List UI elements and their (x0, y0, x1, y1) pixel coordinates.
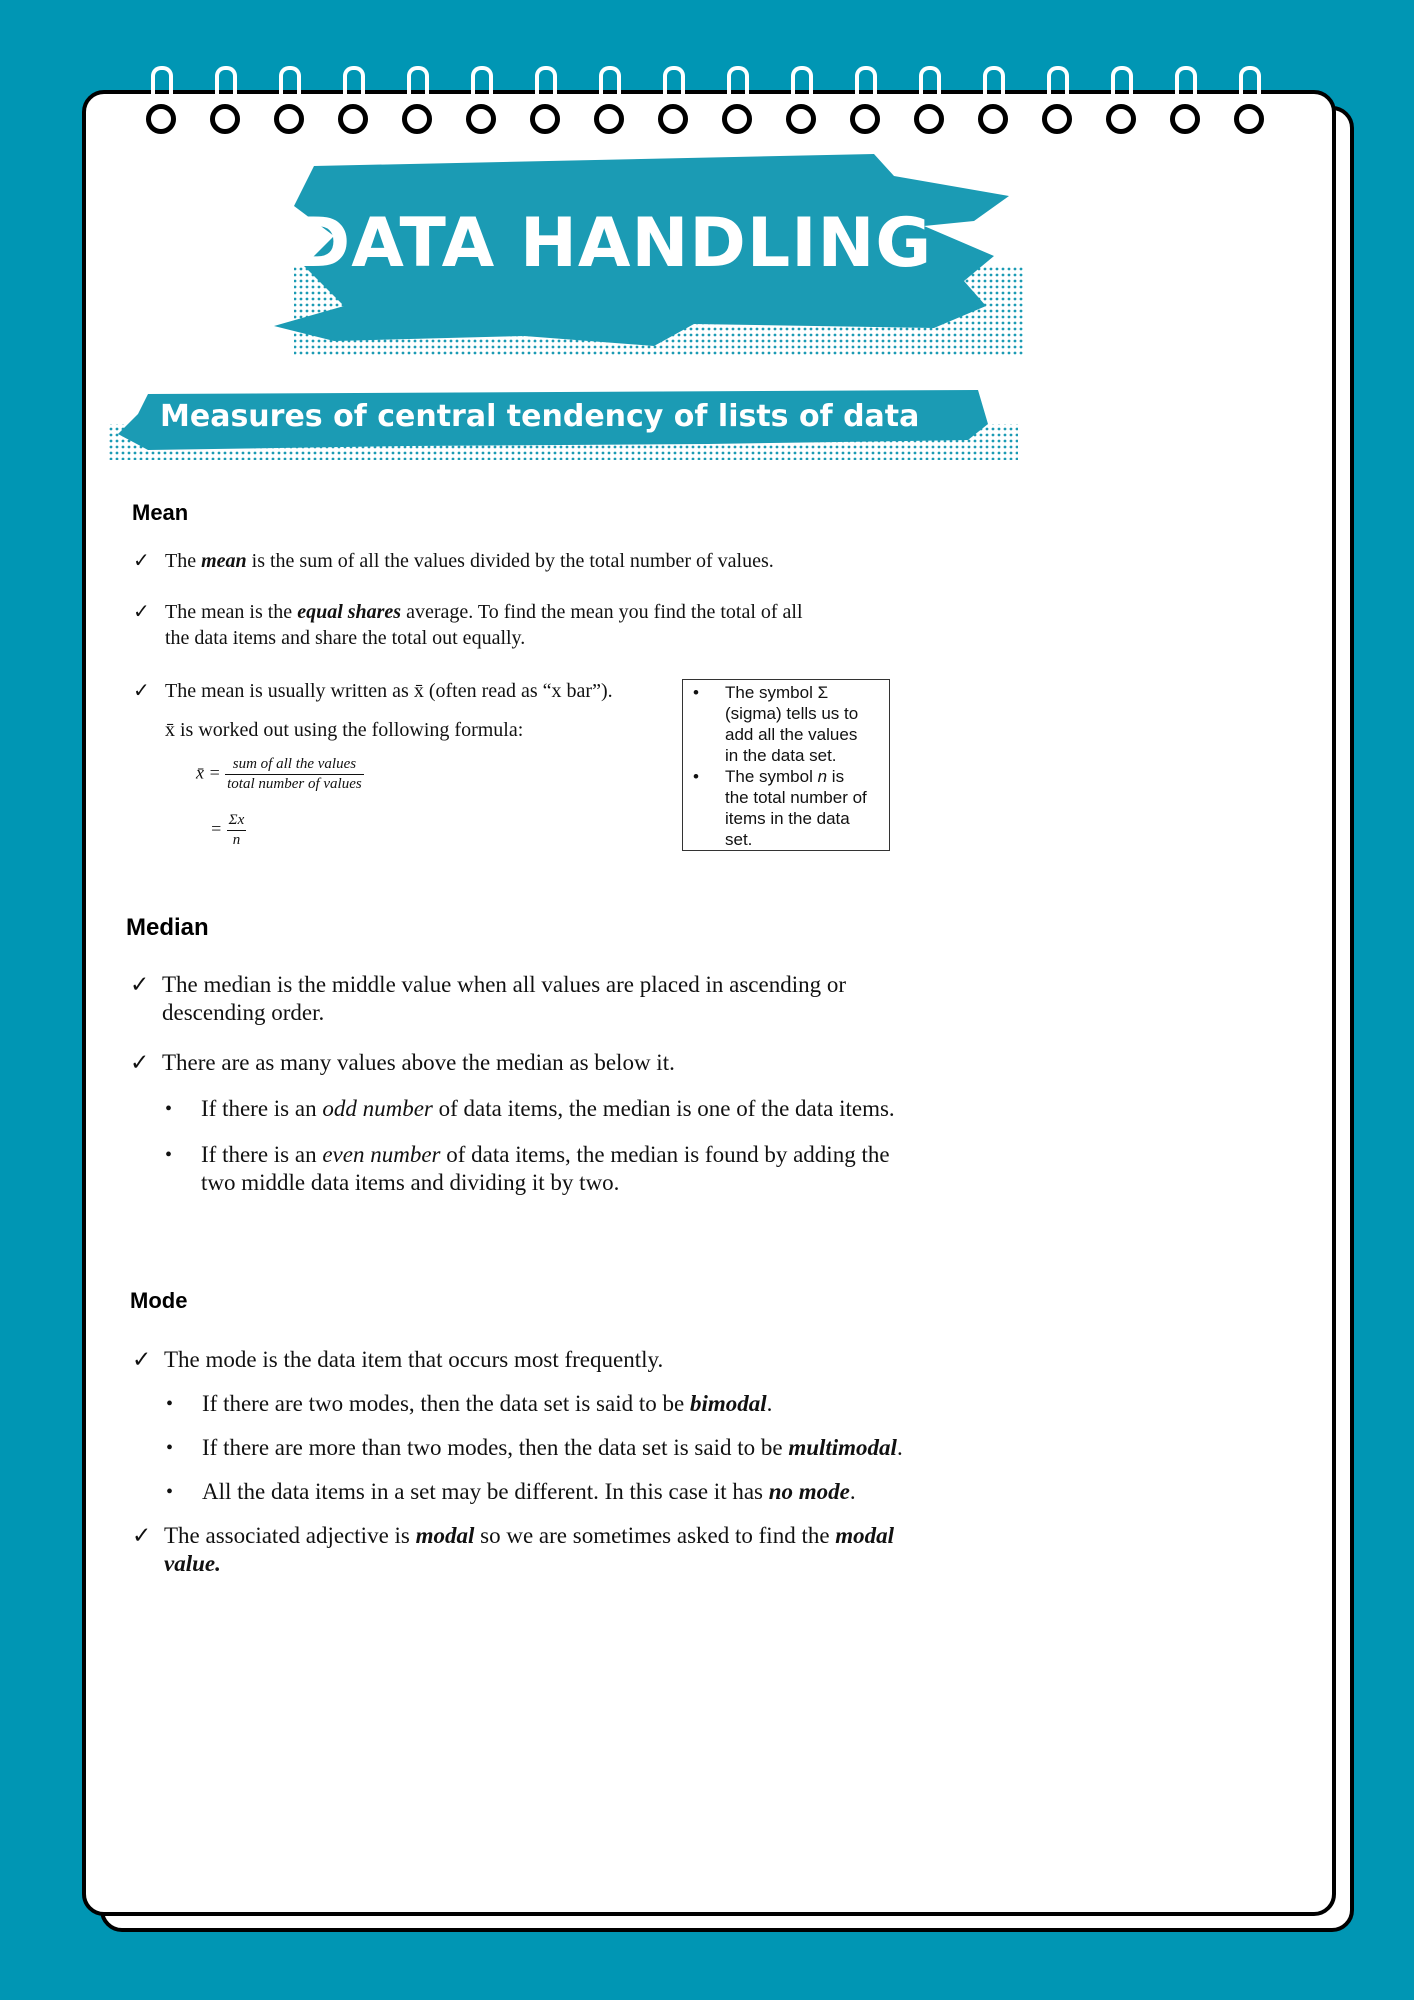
mean-point-3: ✓ The mean is usually written as x̄ (often read as “x bar”). (133, 680, 613, 702)
spiral-ring (978, 60, 1004, 138)
mode-bullet-multimodal: • If there are more than two modes, then the data set is said to be multimodal. (166, 1435, 903, 1460)
sigma-fraction: $\frac{\Sigma x}{n}$ (228, 812, 245, 848)
mode-heading: Mode (130, 1288, 188, 1313)
sigma-info-box (682, 679, 890, 851)
check-icon: ✓ (132, 1347, 152, 1372)
bullet-icon: • (165, 1098, 173, 1120)
bullet-icon: • (166, 1393, 174, 1415)
spiral-ring (658, 60, 684, 138)
spiral-ring (530, 60, 556, 138)
mean-heading: Mean (132, 500, 189, 525)
spiral-ring (786, 60, 812, 138)
spiral-ring (210, 60, 236, 138)
spiral-ring (338, 60, 364, 138)
spiral-ring (1042, 60, 1068, 138)
spiral-binding (0, 60, 1414, 150)
spiral-ring (1234, 60, 1260, 138)
mode-point-1: ✓ The mode is the data item that occurs most frequently. (132, 1347, 664, 1372)
n-note: • The symbol n is the total number of items in the data set. (725, 766, 883, 850)
check-icon: ✓ (130, 972, 150, 997)
page-subtitle: Measures of central tendency of lists of data (160, 399, 920, 434)
check-icon: ✓ (133, 601, 150, 623)
mean-formula-sigma: = $\frac{\Sigma x}{n}$ (210, 812, 245, 848)
median-point-2: ✓ There are as many values above the median as below it. (130, 1050, 675, 1075)
spiral-ring (914, 60, 940, 138)
mean-point-2: ✓ The mean is the equal shares average. To find the mean you find the total of all the data items and share the total out equally. (133, 601, 803, 649)
mean-formula: x̄ = $\frac{\text{sum of all the values}}{\text{total number of values}}$ (196, 756, 362, 792)
check-icon: ✓ (133, 550, 150, 572)
check-icon: ✓ (133, 680, 150, 702)
mean-point-1: ✓ The mean is the sum of all the values divided by the total number of values. (133, 550, 774, 572)
median-heading: Median (126, 914, 209, 941)
bullet-icon: • (165, 1144, 173, 1166)
mode-bullet-no-mode: • All the data items in a set may be different. In this case it has no mode. (166, 1479, 856, 1504)
bullet-icon: • (166, 1481, 174, 1503)
spiral-ring (274, 60, 300, 138)
spiral-ring (722, 60, 748, 138)
mode-bullet-bimodal: • If there are two modes, then the data set is said to be bimodal. (166, 1391, 773, 1416)
page-title: DATA HANDLING (293, 204, 933, 283)
spiral-ring (146, 60, 172, 138)
check-icon: ✓ (132, 1523, 152, 1548)
spiral-ring (402, 60, 428, 138)
sigma-note: • The symbol Σ (sigma) tells us to add all the values in the data set. (725, 682, 883, 766)
median-bullet-even: • If there is an even number of data items, the median is found by adding the two middle data items and dividing it by two. (165, 1142, 890, 1195)
mode-point-2: ✓ The associated adjective is modal so we are sometimes asked to find the modal value. (132, 1523, 895, 1576)
spiral-ring (850, 60, 876, 138)
bullet-icon: • (166, 1437, 174, 1459)
spiral-ring (1106, 60, 1132, 138)
spiral-ring (1170, 60, 1196, 138)
median-point-1: ✓ The median is the middle value when all values are placed in ascending or descending order. (130, 972, 847, 1025)
mean-fraction: $\frac{\text{sum of all the values}}{\text{total number of values}}$ (227, 756, 362, 792)
spiral-ring (594, 60, 620, 138)
median-bullet-odd: • If there is an odd number of data items, the median is one of the data items. (165, 1096, 895, 1121)
mean-formula-intro: x̄ is worked out using the following formula: (165, 719, 524, 741)
notebook-page (82, 90, 1336, 1916)
spiral-ring (466, 60, 492, 138)
check-icon: ✓ (130, 1050, 150, 1075)
